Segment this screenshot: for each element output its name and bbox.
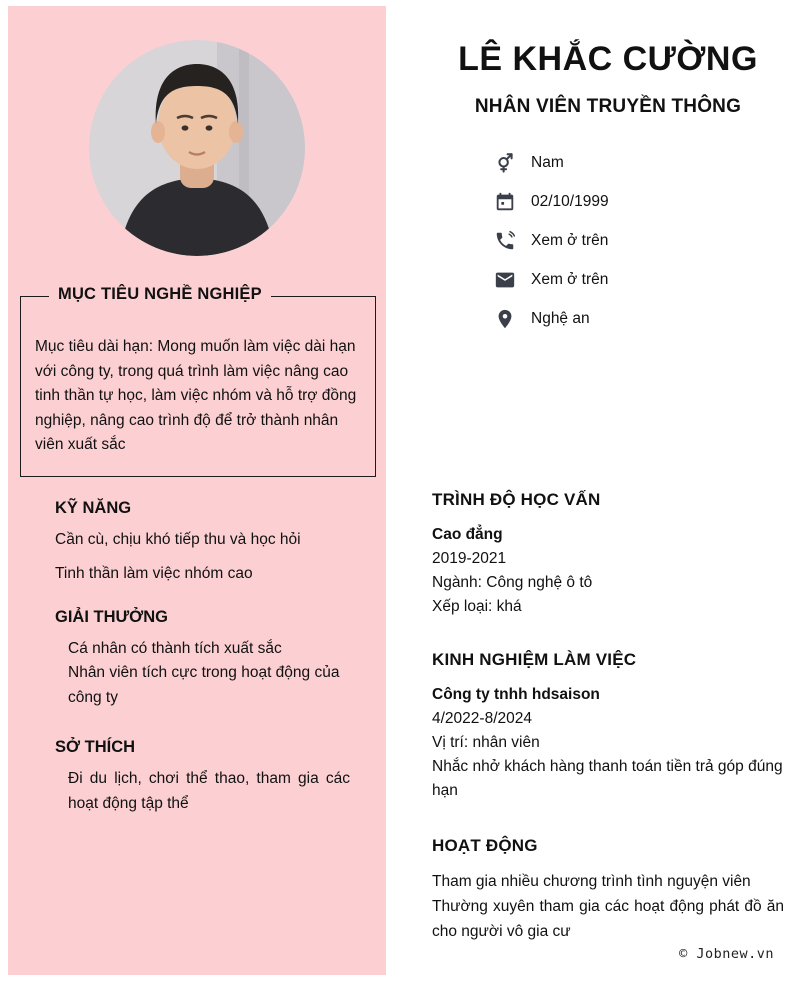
award-item: Nhân viên tích cực trong hoạt động của công ty — [68, 664, 340, 706]
left-panel — [8, 6, 386, 975]
skill-item: Tinh thần làm việc nhóm cao — [55, 564, 253, 582]
contact-row-address — [494, 308, 609, 330]
education-major: Ngành: Công nghệ ô tô — [432, 574, 593, 591]
award-item: Cá nhân có thành tích xuất sắc — [68, 639, 282, 657]
experience-company: Công ty tnhh hdsaison — [432, 686, 600, 703]
awards-title: GIẢI THƯỞNG — [55, 607, 169, 626]
activities-section — [432, 836, 784, 944]
education-title: TRÌNH ĐỘ HỌC VẤN — [432, 490, 601, 509]
hobbies-body: Đi du lịch, chơi thể thao, tham gia các hoạt động tập thể — [68, 770, 350, 812]
job-title: NHÂN VIÊN TRUYỀN THÔNG — [474, 96, 742, 117]
activity-item: Tham gia nhiều chương trình tình nguyện viên — [432, 873, 751, 890]
watermark: © Jobnew.vn — [679, 946, 774, 962]
phone-icon — [494, 230, 516, 252]
skills-title: KỸ NĂNG — [55, 498, 132, 517]
hobbies-title: SỞ THÍCH — [55, 738, 136, 756]
objective-title: MỤC TIÊU NGHỀ NGHIỆP — [49, 285, 271, 304]
email-icon — [494, 269, 516, 291]
contact-gender: Nam — [531, 154, 564, 171]
education-section — [432, 490, 784, 619]
education-grade: Xếp loại: khá — [432, 598, 522, 615]
right-column — [432, 0, 784, 981]
calendar-icon — [494, 191, 516, 213]
contact-email: Xem ở trên — [531, 271, 609, 288]
activity-item: Thường xuyên tham gia các hoạt động phát đồ ăn cho người vô gia cư — [432, 898, 784, 940]
hobbies-section — [8, 738, 386, 816]
location-icon — [494, 308, 516, 330]
contact-row-birthday — [494, 191, 609, 213]
gender-icon — [494, 152, 516, 174]
experience-title: KINH NGHIỆM LÀM VIỆC — [432, 650, 637, 669]
contact-phone: Xem ở trên — [531, 232, 609, 249]
contact-row-phone — [494, 230, 609, 252]
contact-address: Nghệ an — [531, 310, 590, 327]
contact-row-email — [494, 269, 609, 291]
objective-section — [20, 285, 376, 477]
activities-title: HOẠT ĐỘNG — [432, 836, 538, 855]
profile-photo-illustration — [89, 40, 305, 256]
awards-section — [8, 608, 386, 711]
skills-section — [8, 499, 386, 586]
skill-item: Cần cù, chịu khó tiếp thu và học hỏi — [55, 530, 301, 548]
candidate-name: LÊ KHẮC CƯỜNG — [458, 40, 758, 78]
contact-birthday: 02/10/1999 — [531, 193, 609, 210]
experience-description: Nhắc nhở khách hàng thanh toán tiền trả góp đúng hạn — [432, 758, 783, 799]
objective-body: Mục tiêu dài hạn: Mong muốn làm việc dài hạn với công ty, trong quá trình làm việc nâng cao tinh thần tự học, làm việc nhóm và hỗ trợ đồng nghiệp, nâng cao trình độ để trở thành nhân viên xuất sắc — [35, 338, 357, 453]
contact-list — [494, 152, 609, 347]
experience-position: Vị trí: nhân viên — [432, 734, 540, 751]
profile-photo — [89, 40, 305, 256]
contact-row-gender — [494, 152, 609, 174]
education-period: 2019-2021 — [432, 550, 507, 567]
education-degree: Cao đẳng — [432, 526, 503, 543]
experience-period: 4/2022-8/2024 — [432, 710, 532, 727]
experience-section — [432, 650, 784, 803]
